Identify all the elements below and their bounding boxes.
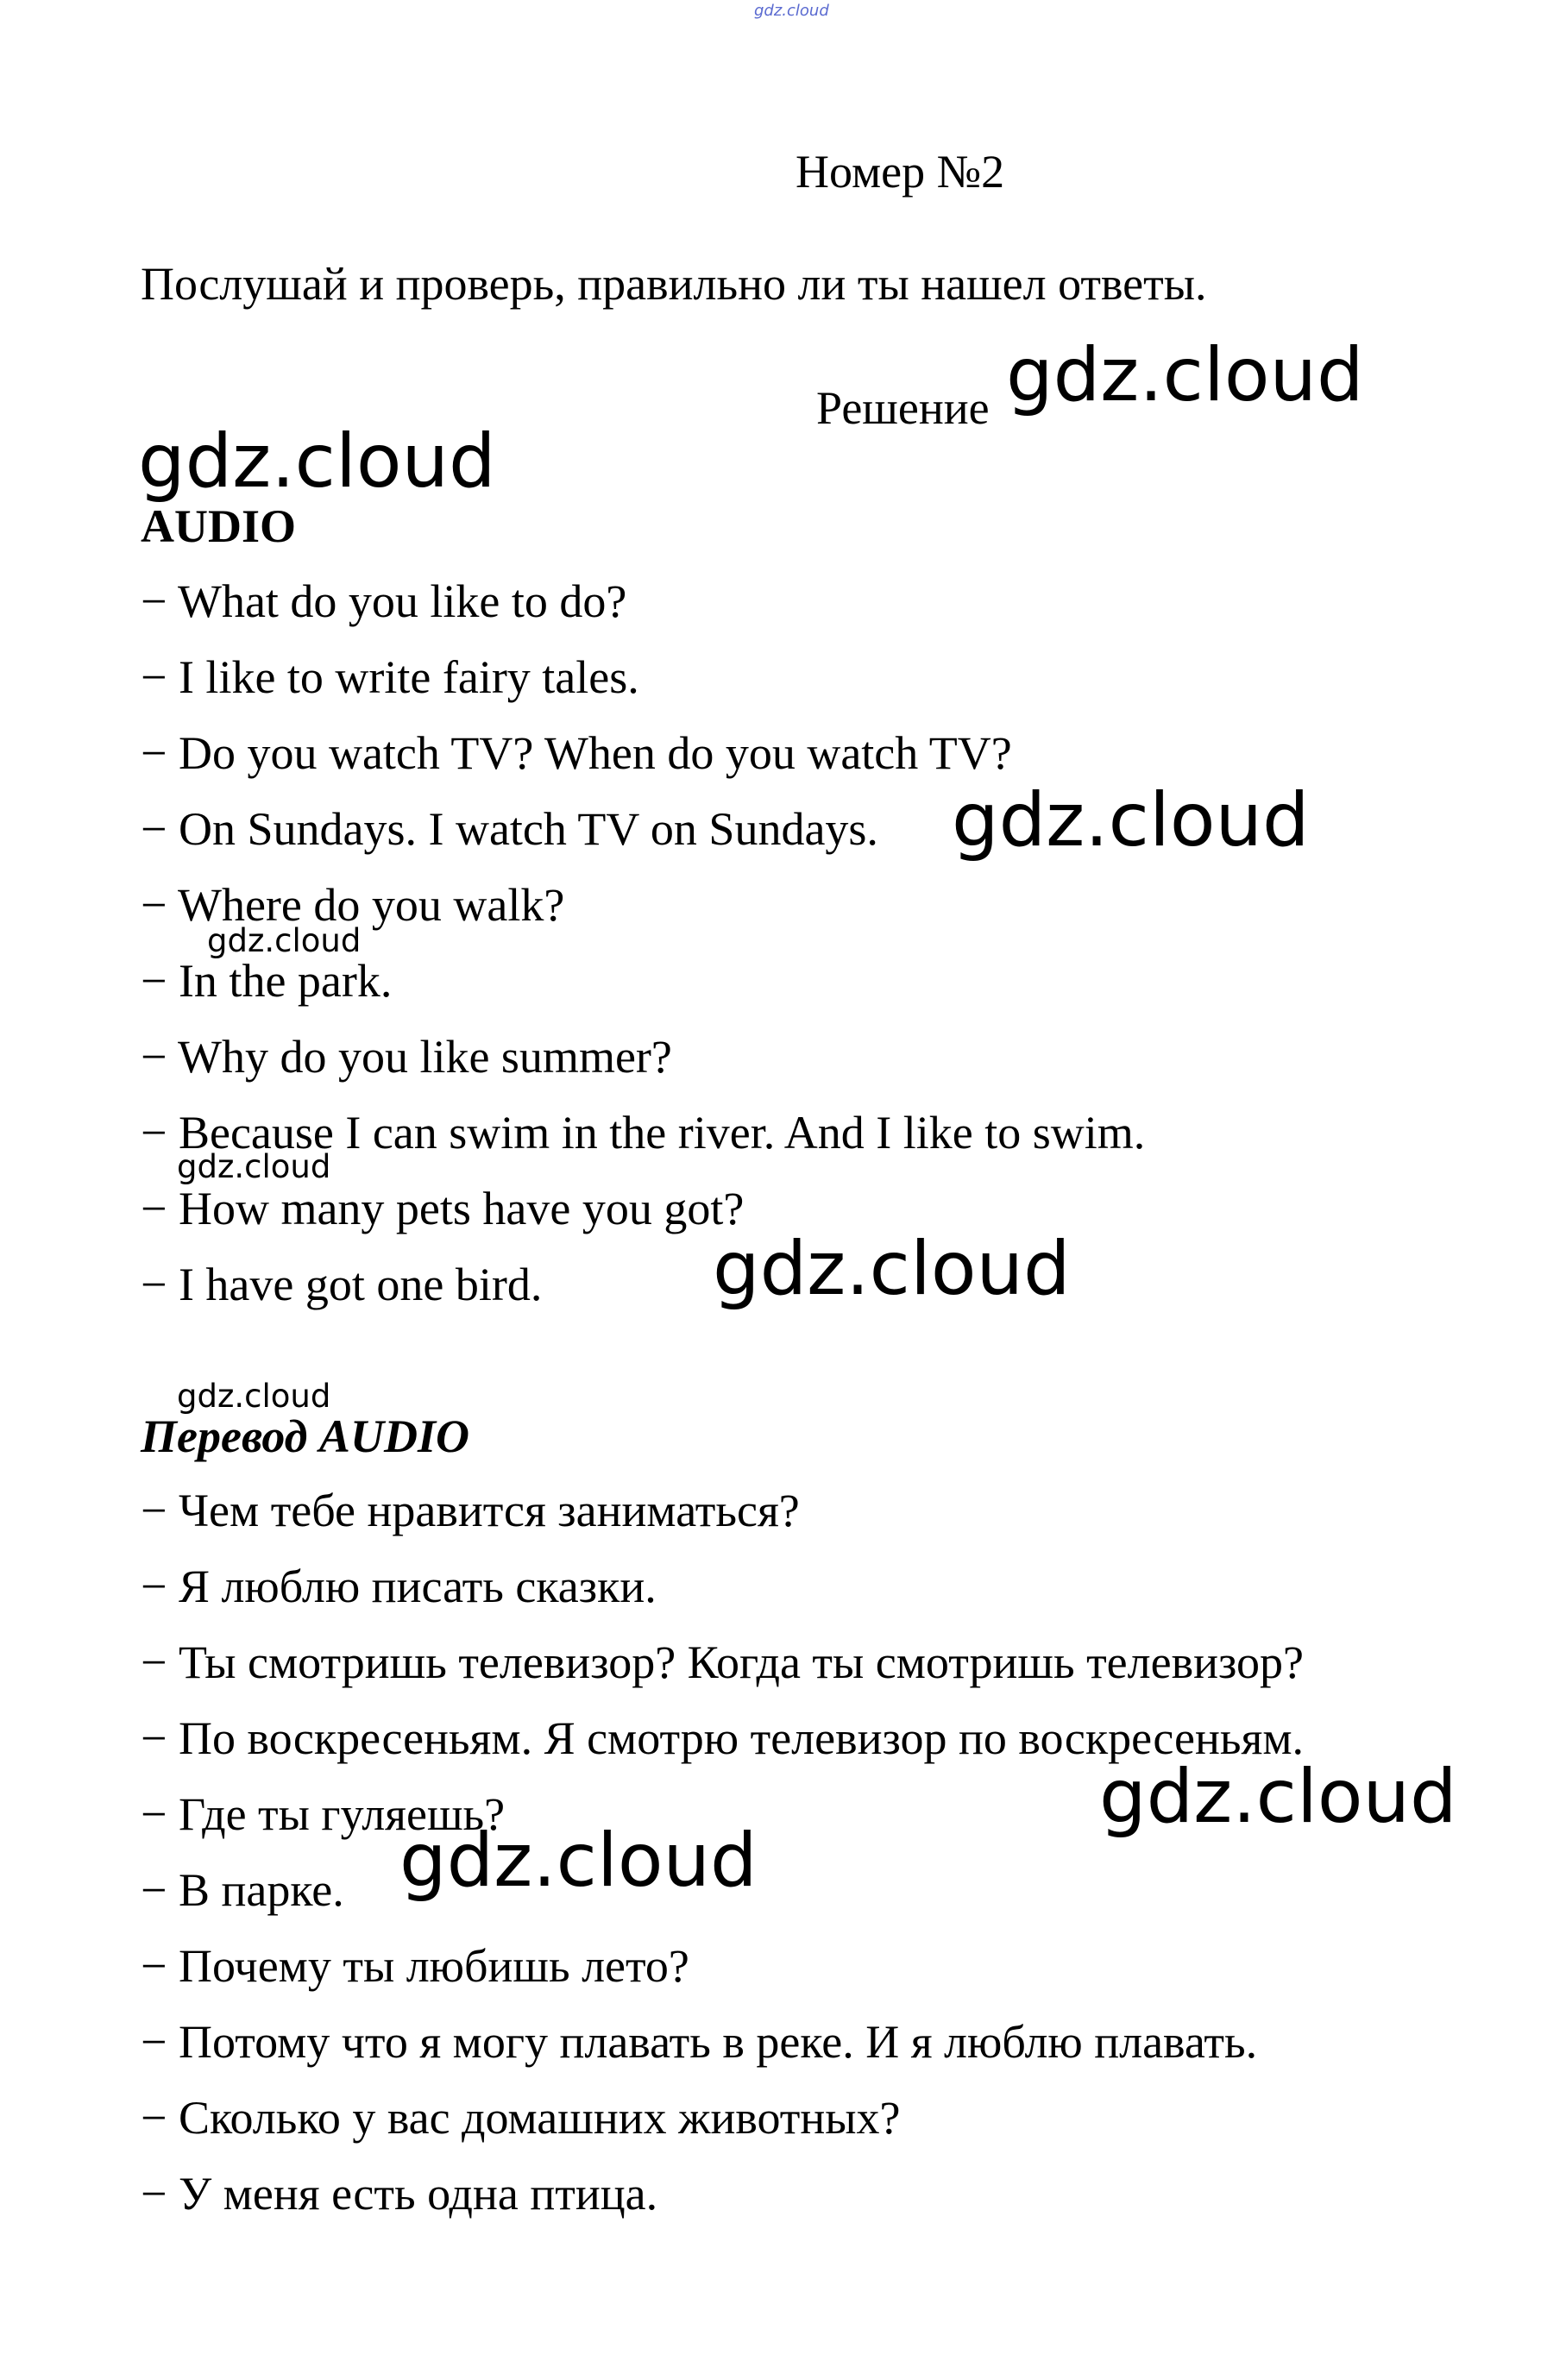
translation-line: − По воскресеньям. Я смотрю телевизор по воскресеньям. [141,1712,1305,1764]
page-title: Номер №2 [796,146,1005,198]
watermark: gdz.cloud [713,1226,1071,1312]
audio-line: − Why do you like summer? [141,1031,672,1083]
watermark: gdz.cloud [207,922,362,959]
translation-heading: Перевод AUDIO [141,1410,469,1462]
translation-line: − Почему ты любишь лето? [141,1940,689,1992]
audio-line: − I like to write fairy tales. [141,651,639,703]
watermark: gdz.cloud [138,418,496,505]
audio-line: − Do you watch TV? When do you watch TV? [141,727,1012,779]
translation-line: − У меня есть одна птица. [141,2168,658,2220]
watermark: gdz.cloud [952,777,1310,863]
watermark: gdz.cloud [399,1818,758,1904]
translation-line: − Сколько у вас домашних животных? [141,2092,901,2144]
task-text: Послушай и проверь, правильно ли ты нашел ответы. [141,258,1207,310]
audio-line: − Where do you walk? [141,879,565,931]
audio-line: − On Sundays. I watch TV on Sundays. [141,803,878,855]
translation-line: − Где ты гуляешь? [141,1788,506,1840]
audio-line: − How many pets have you got? [141,1183,745,1234]
audio-line: − Because I can swim in the river. And I like to swim. [141,1107,1146,1159]
watermark: gdz.cloud [177,1148,331,1185]
watermark: gdz.cloud [177,1378,331,1415]
watermark: gdz.cloud [1006,332,1364,418]
watermark: gdz.cloud [1099,1754,1457,1840]
audio-line: − What do you like to do? [141,575,627,627]
translation-line: − Чем тебе нравится заниматься? [141,1485,800,1536]
audio-heading: AUDIO [141,500,297,552]
translation-line: − Ты смотришь телевизор? Когда ты смотришь телевизор? [141,1636,1304,1688]
translation-line: − Потому что я могу плавать в реке. И я люблю плавать. [141,2016,1258,2068]
translation-line: − Я люблю писать сказки. [141,1561,657,1612]
solution-label: Решение [816,382,990,434]
audio-line: − In the park. [141,955,393,1007]
audio-line: − I have got one bird. [141,1259,543,1310]
header-watermark: gdz.cloud [754,2,829,20]
translation-line: − В парке. [141,1864,344,1916]
